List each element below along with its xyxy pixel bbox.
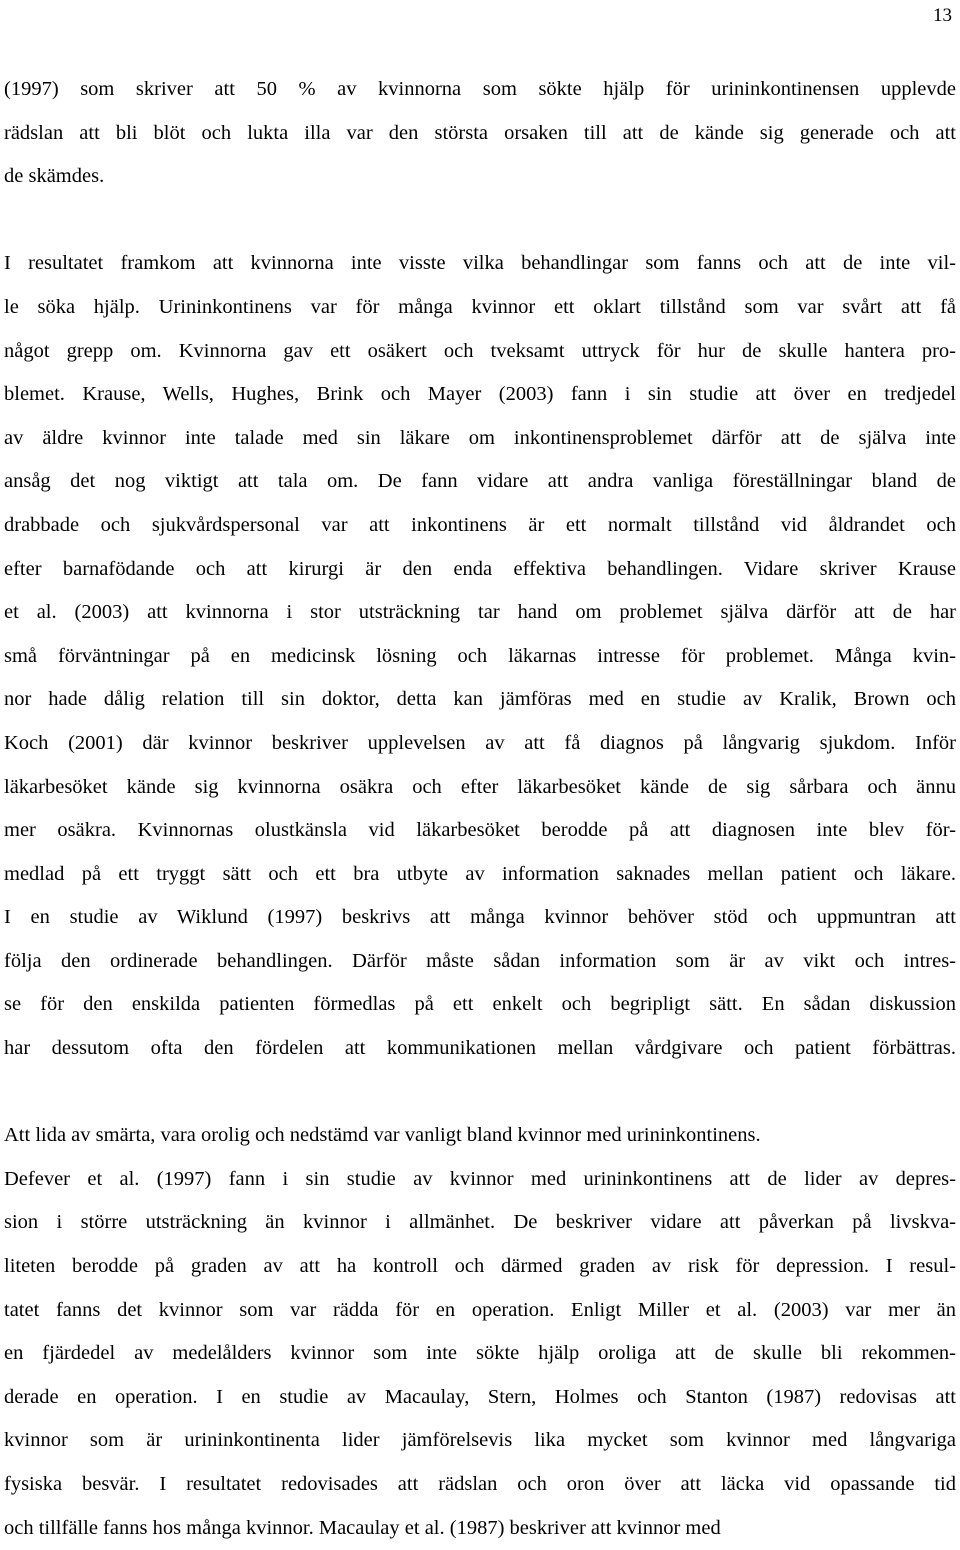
text-line: se för den enskilda patienten förmedlas på ett enkelt och begripligt sätt. En sådan diskussion <box>4 993 956 1016</box>
text-line: de skämdes. <box>4 165 105 188</box>
paragraph-1 <box>4 68 956 199</box>
text-line: mer osäkra. Kvinnornas olustkänsla vid läkarbesöket berodde på att diagnosen inte blev för- <box>4 819 956 842</box>
text-line: små förväntningar på en medicinsk lösning och läkarnas intresse för problemet. Många kvin- <box>4 644 956 667</box>
text-line: liteten berodde på graden av att ha kontroll och därmed graden av risk för depression. I resul- <box>4 1255 956 1278</box>
text-line: Defever et al. (1997) fann i sin studie av kvinnor med urininkontinens att de lider av depres- <box>4 1167 956 1190</box>
text-line: (1997) som skriver att 50 % av kvinnorna som sökte hjälp för urininkontinensen upplevde <box>4 78 956 100</box>
text-line: derade en operation. I en studie av Macaulay, Stern, Holmes och Stanton (1987) redovisas att <box>4 1385 956 1408</box>
text-line: I en studie av Wiklund (1997) beskrivs att många kvinnor behöver stöd och uppmuntran att <box>4 906 956 929</box>
text-line: blemet. Krause, Wells, Hughes, Brink och Mayer (2003) fann i sin studie att över en tredjedel <box>4 383 956 406</box>
text-line: och tillfälle fanns hos många kvinnor. Macaulay et al. (1987) beskriver att kvinnor med <box>4 1516 721 1539</box>
paragraph-2 <box>4 242 956 1070</box>
text-line: tatet fanns det kvinnor som var rädda för en operation. Enligt Miller et al. (2003) var mer än <box>4 1298 956 1321</box>
text-line: kvinnor som är urininkontinenta lider jämförelsevis lika mycket som kvinnor med långvariga <box>4 1429 956 1452</box>
text-line: efter barnafödande och att kirurgi är den enda effektiva behandlingen. Vidare skriver Krause <box>4 557 956 580</box>
text-line: le söka hjälp. Urininkontinens var för många kvinnor ett oklart tillstånd som var svårt att få <box>4 295 956 318</box>
paragraph-gap <box>4 199 956 243</box>
paragraph-gap <box>4 1071 956 1115</box>
paragraph-3 <box>4 1114 956 1550</box>
text-line: fysiska besvär. I resultatet redovisades att rädslan och oron över att läcka vid opassande tid <box>4 1473 956 1495</box>
text-line: medlad på ett tryggt sätt och ett bra utbyte av information saknades mellan patient och läkare. <box>4 862 956 885</box>
text-line: nor hade dålig relation till sin doktor, detta kan jämföras med en studie av Kralik, Brown och <box>4 688 956 711</box>
text-line: ansåg det nog viktigt att tala om. De fann vidare att andra vanliga föreställningar bland de <box>4 470 956 493</box>
text-line: en fjärdedel av medelålders kvinnor som inte sökte hjälp oroliga att de skulle bli rekommen- <box>4 1342 956 1365</box>
text-line: något grepp om. Kvinnorna gav ett osäkert och tveksamt uttryck för hur de skulle hantera pro- <box>4 339 956 362</box>
text-line: sion i större utsträckning än kvinnor i allmänhet. De beskriver vidare att påverkan på livskva- <box>4 1211 956 1234</box>
text-line: läkarbesöket kände sig kvinnorna osäkra och efter läkarbesöket kände de sig sårbara och ännu <box>4 775 956 798</box>
text-line: rädslan att bli blöt och lukta illa var den största orsaken till att de kände sig generade och att <box>4 121 956 144</box>
text-line: I resultatet framkom att kvinnorna inte visste vilka behandlingar som fanns och att de inte vil- <box>4 252 956 275</box>
text-line: et al. (2003) att kvinnorna i stor utsträckning tar hand om problemet själva därför att de har <box>4 601 956 624</box>
text-line: Att lida av smärta, vara orolig och nedstämd var vanligt bland kvinnor med urininkontinens. <box>4 1124 761 1147</box>
text-line: Koch (2001) där kvinnor beskriver upplevelsen av att få diagnos på långvarig sjukdom. Inför <box>4 731 956 754</box>
text-line: har dessutom ofta den fördelen att kommunikationen mellan vårdgivare och patient förbättras. <box>4 1037 956 1060</box>
text-line: av äldre kvinnor inte talade med sin läkare om inkontinensproblemet därför att de själva inte <box>4 426 956 449</box>
text-line: drabbade och sjukvårdspersonal var att inkontinens är ett normalt tillstånd vid åldrandet och <box>4 513 956 536</box>
page-number: 13 <box>933 5 952 26</box>
text-line: följa den ordinerade behandlingen. Därför måste sådan information som är av vikt och intres- <box>4 949 956 972</box>
body-text <box>4 68 956 1550</box>
